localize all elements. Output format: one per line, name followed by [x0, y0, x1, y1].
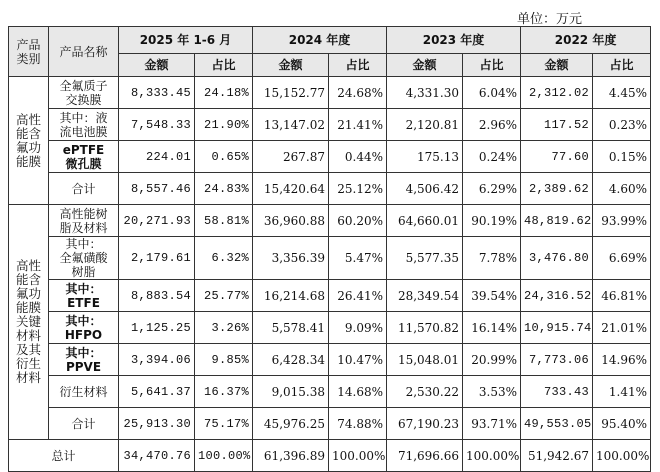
ratio-cell: 60.20%	[329, 205, 387, 237]
header-amount: 金额	[119, 54, 195, 77]
amount-cell: 8,557.46	[119, 173, 195, 205]
amount-cell: 51,942.67	[521, 440, 593, 472]
amount-cell: 9,015.38	[253, 376, 329, 408]
product-name-cell: 合计	[49, 173, 119, 205]
product-name-cell: 其中： HFPO	[49, 312, 119, 344]
product-name-cell: 其中：液 流电池膜	[49, 109, 119, 141]
header-period-2022: 2022 年度	[521, 27, 651, 54]
amount-cell: 7,548.33	[119, 109, 195, 141]
amount-cell: 267.87	[253, 141, 329, 173]
ratio-cell: 1.41%	[593, 376, 651, 408]
ratio-cell: 21.41%	[329, 109, 387, 141]
ratio-cell: 74.88%	[329, 408, 387, 440]
ratio-cell: 9.09%	[329, 312, 387, 344]
amount-cell: 24,316.52	[521, 280, 593, 312]
amount-cell: 11,570.82	[387, 312, 463, 344]
header-ratio: 占比	[195, 54, 253, 77]
amount-cell: 5,578.41	[253, 312, 329, 344]
amount-cell: 8,333.45	[119, 77, 195, 109]
table-row	[9, 237, 651, 280]
header-ratio: 占比	[593, 54, 651, 77]
product-name-cell: 高性能树 脂及材料	[49, 205, 119, 237]
ratio-cell: 100.00%	[195, 440, 253, 472]
ratio-cell: 58.81%	[195, 205, 253, 237]
header-amount: 金额	[253, 54, 329, 77]
ratio-cell: 0.65%	[195, 141, 253, 173]
amount-cell: 224.01	[119, 141, 195, 173]
ratio-cell: 14.68%	[329, 376, 387, 408]
amount-cell: 49,553.05	[521, 408, 593, 440]
header-amount: 金额	[521, 54, 593, 77]
ratio-cell: 16.14%	[463, 312, 521, 344]
ratio-cell: 0.23%	[593, 109, 651, 141]
header-category: 产品 类别	[9, 27, 49, 77]
product-name-cell: 其中： ETFE	[49, 280, 119, 312]
revenue-table	[8, 26, 651, 472]
ratio-cell: 24.83%	[195, 173, 253, 205]
header-ratio: 占比	[463, 54, 521, 77]
amount-cell: 2,120.81	[387, 109, 463, 141]
header-amount: 金额	[387, 54, 463, 77]
amount-cell: 36,960.88	[253, 205, 329, 237]
ratio-cell: 93.99%	[593, 205, 651, 237]
header-period-2023: 2023 年度	[387, 27, 521, 54]
ratio-cell: 95.40%	[593, 408, 651, 440]
ratio-cell: 46.81%	[593, 280, 651, 312]
category-cell: 高性 能含 氟功 能膜 关键 材料 及其 衍生 材料	[9, 205, 49, 440]
header-product-name: 产品名称	[49, 27, 119, 77]
amount-cell: 5,641.37	[119, 376, 195, 408]
table-row	[9, 344, 651, 376]
amount-cell: 175.13	[387, 141, 463, 173]
table-row	[9, 109, 651, 141]
amount-cell: 28,349.54	[387, 280, 463, 312]
amount-cell: 8,883.54	[119, 280, 195, 312]
amount-cell: 71,696.66	[387, 440, 463, 472]
amount-cell: 16,214.68	[253, 280, 329, 312]
amount-cell: 2,389.62	[521, 173, 593, 205]
total-row	[9, 440, 651, 472]
table-row	[9, 312, 651, 344]
amount-cell: 64,660.01	[387, 205, 463, 237]
ratio-cell: 25.77%	[195, 280, 253, 312]
amount-cell: 733.43	[521, 376, 593, 408]
unit-label: 单位：万元	[516, 12, 582, 27]
table-row	[9, 77, 651, 109]
ratio-cell: 0.15%	[593, 141, 651, 173]
amount-cell: 45,976.25	[253, 408, 329, 440]
ratio-cell: 100.00%	[463, 440, 521, 472]
amount-cell: 10,915.74	[521, 312, 593, 344]
amount-cell: 3,476.80	[521, 237, 593, 280]
amount-cell: 5,577.35	[387, 237, 463, 280]
ratio-cell: 6.32%	[195, 237, 253, 280]
amount-cell: 3,356.39	[253, 237, 329, 280]
category-cell: 高性 能含 氟功 能膜	[9, 77, 49, 205]
amount-cell: 61,396.89	[253, 440, 329, 472]
ratio-cell: 100.00%	[329, 440, 387, 472]
ratio-cell: 0.44%	[329, 141, 387, 173]
ratio-cell: 20.99%	[463, 344, 521, 376]
ratio-cell: 21.01%	[593, 312, 651, 344]
ratio-cell: 21.90%	[195, 109, 253, 141]
ratio-cell: 26.41%	[329, 280, 387, 312]
ratio-cell: 90.19%	[463, 205, 521, 237]
table-row	[9, 205, 651, 237]
header-period-2024: 2024 年度	[253, 27, 387, 54]
ratio-cell: 6.69%	[593, 237, 651, 280]
amount-cell: 20,271.93	[119, 205, 195, 237]
ratio-cell: 4.45%	[593, 77, 651, 109]
amount-cell: 25,913.30	[119, 408, 195, 440]
amount-cell: 117.52	[521, 109, 593, 141]
amount-cell: 48,819.62	[521, 205, 593, 237]
ratio-cell: 16.37%	[195, 376, 253, 408]
amount-cell: 2,312.02	[521, 77, 593, 109]
ratio-cell: 75.17%	[195, 408, 253, 440]
product-name-cell: ePTFE 微孔膜	[49, 141, 119, 173]
ratio-cell: 24.18%	[195, 77, 253, 109]
amount-cell: 4,506.42	[387, 173, 463, 205]
amount-cell: 34,470.76	[119, 440, 195, 472]
amount-cell: 4,331.30	[387, 77, 463, 109]
product-name-cell: 其中： 全氟磺酸 树脂	[49, 237, 119, 280]
ratio-cell: 4.60%	[593, 173, 651, 205]
amount-cell: 13,147.02	[253, 109, 329, 141]
ratio-cell: 0.24%	[463, 141, 521, 173]
ratio-cell: 39.54%	[463, 280, 521, 312]
table-row	[9, 280, 651, 312]
ratio-cell: 7.78%	[463, 237, 521, 280]
ratio-cell: 6.04%	[463, 77, 521, 109]
amount-cell: 6,428.34	[253, 344, 329, 376]
amount-cell: 77.60	[521, 141, 593, 173]
amount-cell: 15,420.64	[253, 173, 329, 205]
ratio-cell: 6.29%	[463, 173, 521, 205]
amount-cell: 15,152.77	[253, 77, 329, 109]
table-row	[9, 376, 651, 408]
amount-cell: 2,179.61	[119, 237, 195, 280]
ratio-cell: 93.71%	[463, 408, 521, 440]
ratio-cell: 24.68%	[329, 77, 387, 109]
ratio-cell: 2.96%	[463, 109, 521, 141]
amount-cell: 15,048.01	[387, 344, 463, 376]
ratio-cell: 5.47%	[329, 237, 387, 280]
product-name-cell: 全氟质子 交换膜	[49, 77, 119, 109]
ratio-cell: 100.00%	[593, 440, 651, 472]
product-name-cell: 合计	[49, 408, 119, 440]
amount-cell: 2,530.22	[387, 376, 463, 408]
ratio-cell: 10.47%	[329, 344, 387, 376]
amount-cell: 1,125.25	[119, 312, 195, 344]
amount-cell: 67,190.23	[387, 408, 463, 440]
table-row	[9, 408, 651, 440]
table-body	[9, 77, 651, 472]
ratio-cell: 14.96%	[593, 344, 651, 376]
product-name-cell: 其中： PPVE	[49, 344, 119, 376]
amount-cell: 3,394.06	[119, 344, 195, 376]
ratio-cell: 3.26%	[195, 312, 253, 344]
ratio-cell: 25.12%	[329, 173, 387, 205]
total-label: 总计	[9, 440, 119, 472]
ratio-cell: 9.85%	[195, 344, 253, 376]
amount-cell: 7,773.06	[521, 344, 593, 376]
ratio-cell: 3.53%	[463, 376, 521, 408]
product-name-cell: 衍生材料	[49, 376, 119, 408]
table-row	[9, 173, 651, 205]
header-ratio: 占比	[329, 54, 387, 77]
table-row	[9, 141, 651, 173]
header-period-2025h1: 2025 年 1-6 月	[119, 27, 253, 54]
